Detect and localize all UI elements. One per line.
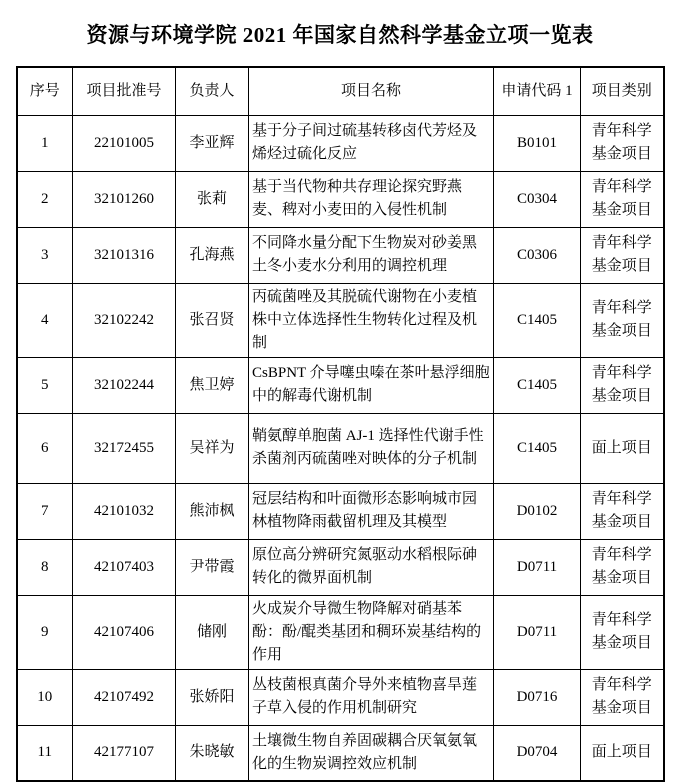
- cell-category: 面上项目: [581, 725, 664, 781]
- table-row: [17, 171, 664, 227]
- cell-project-title: 不同降水量分配下生物炭对砂姜黑土冬小麦水分利用的调控机理: [249, 227, 494, 283]
- table-row: [17, 283, 664, 357]
- table-header-row: [17, 67, 664, 115]
- cell-approval-number: 32172455: [73, 413, 176, 483]
- cell-application-code: D0102: [494, 483, 581, 539]
- cell-project-title: 冠层结构和叶面微形态影响城市园林植物降雨截留机理及其模型: [249, 483, 494, 539]
- col-header-approval-number: 项目批准号: [73, 67, 176, 115]
- cell-approval-number: 32101260: [73, 171, 176, 227]
- page-title: 资源与环境学院 2021 年国家自然科学基金立项一览表: [86, 23, 594, 47]
- cell-pi-name: 张召贤: [176, 283, 249, 357]
- cell-approval-number: 42107492: [73, 669, 176, 725]
- cell-category: 青年科学基金项目: [581, 357, 664, 413]
- cell-application-code: C1405: [494, 413, 581, 483]
- cell-index: 2: [17, 171, 73, 227]
- col-header-application-code: 申请代码 1: [494, 67, 581, 115]
- col-header-pi: 负责人: [176, 67, 249, 115]
- table-row: [17, 413, 664, 483]
- cell-category: 青年科学基金项目: [581, 227, 664, 283]
- cell-project-title: 基于当代物种共存理论探究野燕麦、稗对小麦田的入侵性机制: [249, 171, 494, 227]
- cell-approval-number: 32102244: [73, 357, 176, 413]
- table-row: [17, 539, 664, 595]
- cell-application-code: D0716: [494, 669, 581, 725]
- cell-index: 8: [17, 539, 73, 595]
- cell-category: 青年科学基金项目: [581, 595, 664, 669]
- cell-application-code: D0711: [494, 595, 581, 669]
- table-row: [17, 725, 664, 781]
- cell-project-title: 火成炭介导微生物降解对硝基苯酚：酚/醌类基团和稠环炭基结构的作用: [249, 595, 494, 669]
- cell-project-title: 基于分子间过硫基转移卤代芳烃及烯烃过硫化反应: [249, 115, 494, 171]
- cell-pi-name: 朱晓敏: [176, 725, 249, 781]
- cell-approval-number: 22101005: [73, 115, 176, 171]
- cell-project-title: 原位高分辨研究氮驱动水稻根际砷转化的微界面机制: [249, 539, 494, 595]
- table-row: [17, 595, 664, 669]
- cell-application-code: C0306: [494, 227, 581, 283]
- cell-pi-name: 张娇阳: [176, 669, 249, 725]
- col-header-index: 序号: [17, 67, 73, 115]
- cell-index: 6: [17, 413, 73, 483]
- table-row: [17, 357, 664, 413]
- cell-index: 4: [17, 283, 73, 357]
- cell-application-code: B0101: [494, 115, 581, 171]
- cell-category: 青年科学基金项目: [581, 171, 664, 227]
- cell-project-title: 土壤微生物自养固碳耦合厌氧氨氧化的生物炭调控效应机制: [249, 725, 494, 781]
- table-row: [17, 227, 664, 283]
- cell-project-title: CsBPNT 介导噻虫嗪在茶叶悬浮细胞中的解毒代谢机制: [249, 357, 494, 413]
- cell-category: 青年科学基金项目: [581, 539, 664, 595]
- cell-pi-name: 尹带霞: [176, 539, 249, 595]
- col-header-category: 项目类别: [581, 67, 664, 115]
- cell-approval-number: 32101316: [73, 227, 176, 283]
- cell-pi-name: 熊沛枫: [176, 483, 249, 539]
- cell-pi-name: 吴祥为: [176, 413, 249, 483]
- cell-category: 面上项目: [581, 413, 664, 483]
- cell-category: 青年科学基金项目: [581, 483, 664, 539]
- cell-category: 青年科学基金项目: [581, 115, 664, 171]
- cell-pi-name: 李亚辉: [176, 115, 249, 171]
- table-row: [17, 115, 664, 171]
- cell-category: 青年科学基金项目: [581, 283, 664, 357]
- cell-application-code: C0304: [494, 171, 581, 227]
- cell-index: 1: [17, 115, 73, 171]
- fund-project-table: [16, 66, 665, 782]
- cell-index: 9: [17, 595, 73, 669]
- cell-approval-number: 42101032: [73, 483, 176, 539]
- cell-application-code: C1405: [494, 357, 581, 413]
- col-header-project-title: 项目名称: [249, 67, 494, 115]
- table-row: [17, 483, 664, 539]
- cell-application-code: C1405: [494, 283, 581, 357]
- cell-application-code: D0704: [494, 725, 581, 781]
- cell-category: 青年科学基金项目: [581, 669, 664, 725]
- cell-approval-number: 42107406: [73, 595, 176, 669]
- table-row: [17, 669, 664, 725]
- cell-pi-name: 储刚: [176, 595, 249, 669]
- cell-index: 10: [17, 669, 73, 725]
- cell-pi-name: 张莉: [176, 171, 249, 227]
- cell-application-code: D0711: [494, 539, 581, 595]
- cell-approval-number: 42177107: [73, 725, 176, 781]
- cell-project-title: 丙硫菌唑及其脱硫代谢物在小麦植株中立体选择性生物转化过程及机制: [249, 283, 494, 357]
- cell-index: 3: [17, 227, 73, 283]
- cell-pi-name: 焦卫婷: [176, 357, 249, 413]
- cell-pi-name: 孔海燕: [176, 227, 249, 283]
- cell-index: 7: [17, 483, 73, 539]
- cell-approval-number: 42107403: [73, 539, 176, 595]
- cell-project-title: 丛枝菌根真菌介导外来植物喜旱莲子草入侵的作用机制研究: [249, 669, 494, 725]
- cell-project-title: 鞘氨醇单胞菌 AJ-1 选择性代谢手性杀菌剂丙硫菌唑对映体的分子机制: [249, 413, 494, 483]
- cell-index: 5: [17, 357, 73, 413]
- cell-approval-number: 32102242: [73, 283, 176, 357]
- cell-index: 11: [17, 725, 73, 781]
